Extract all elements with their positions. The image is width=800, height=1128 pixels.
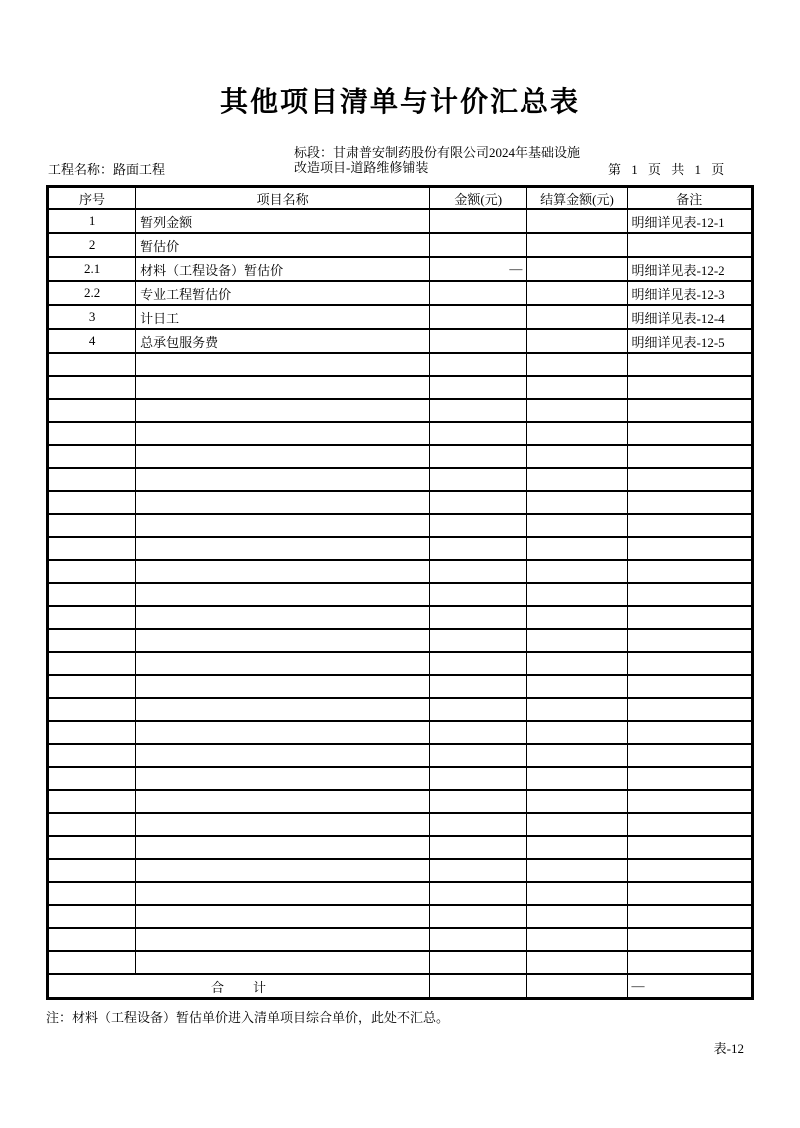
page-title: 其他项目清单与计价汇总表 xyxy=(219,87,580,118)
header-row xyxy=(48,187,753,210)
empty-cell xyxy=(48,376,136,399)
empty-cell xyxy=(136,813,430,836)
empty-row xyxy=(48,859,753,882)
cell-no: 1 xyxy=(48,209,136,233)
table-body xyxy=(48,209,753,999)
empty-cell xyxy=(48,744,136,767)
empty-cell xyxy=(48,537,136,560)
empty-row xyxy=(48,767,753,790)
cell-name: 计日工 xyxy=(136,305,430,329)
section-label xyxy=(294,145,580,175)
empty-cell xyxy=(627,652,753,675)
empty-cell xyxy=(136,767,430,790)
empty-cell xyxy=(48,399,136,422)
empty-cell xyxy=(627,721,753,744)
empty-cell xyxy=(48,560,136,583)
total-settlement xyxy=(527,974,627,999)
project-name-label: 工程名称：路面工程 xyxy=(48,162,166,177)
empty-cell xyxy=(527,399,627,422)
empty-row xyxy=(48,583,753,606)
empty-cell xyxy=(430,491,527,514)
empty-cell xyxy=(136,583,430,606)
empty-cell xyxy=(430,905,527,928)
empty-cell xyxy=(627,859,753,882)
empty-cell xyxy=(48,721,136,744)
empty-cell xyxy=(48,951,136,974)
empty-cell xyxy=(430,928,527,951)
empty-row xyxy=(48,537,753,560)
empty-cell xyxy=(48,353,136,376)
empty-cell xyxy=(527,652,627,675)
empty-row xyxy=(48,445,753,468)
empty-cell xyxy=(527,376,627,399)
empty-cell xyxy=(430,813,527,836)
empty-cell xyxy=(136,928,430,951)
empty-row xyxy=(48,813,753,836)
empty-cell xyxy=(136,468,430,491)
empty-cell xyxy=(136,859,430,882)
empty-row xyxy=(48,675,753,698)
empty-cell xyxy=(627,353,753,376)
empty-cell xyxy=(627,606,753,629)
empty-cell xyxy=(136,951,430,974)
empty-cell xyxy=(430,376,527,399)
empty-cell xyxy=(48,905,136,928)
empty-cell xyxy=(48,698,136,721)
empty-cell xyxy=(430,583,527,606)
section-line-2: 改造项目-道路维修铺装 xyxy=(294,160,429,175)
empty-cell xyxy=(430,606,527,629)
empty-cell xyxy=(48,790,136,813)
empty-cell xyxy=(136,675,430,698)
column-header: 序号 xyxy=(48,187,136,210)
cell-no: 2 xyxy=(48,233,136,257)
empty-cell xyxy=(627,951,753,974)
empty-row xyxy=(48,629,753,652)
column-header: 备注 xyxy=(627,187,753,210)
empty-cell xyxy=(527,882,627,905)
cell-remark: 明细详见表-12-3 xyxy=(627,281,753,305)
empty-cell xyxy=(527,813,627,836)
empty-cell xyxy=(527,445,627,468)
empty-cell xyxy=(627,468,753,491)
empty-cell xyxy=(48,491,136,514)
empty-cell xyxy=(136,652,430,675)
cell-remark: 明细详见表-12-5 xyxy=(627,329,753,353)
empty-cell xyxy=(627,629,753,652)
empty-cell xyxy=(136,790,430,813)
empty-cell xyxy=(627,928,753,951)
empty-cell xyxy=(527,836,627,859)
empty-row xyxy=(48,836,753,859)
empty-cell xyxy=(136,491,430,514)
empty-cell xyxy=(430,537,527,560)
empty-cell xyxy=(627,491,753,514)
empty-cell xyxy=(48,583,136,606)
empty-cell xyxy=(48,859,136,882)
empty-cell xyxy=(48,629,136,652)
empty-cell xyxy=(627,905,753,928)
empty-cell xyxy=(627,767,753,790)
empty-cell xyxy=(527,928,627,951)
empty-row xyxy=(48,721,753,744)
empty-cell xyxy=(48,836,136,859)
empty-cell xyxy=(527,859,627,882)
cell-name: 材料（工程设备）暂估价 xyxy=(136,257,430,281)
empty-cell xyxy=(527,744,627,767)
empty-cell xyxy=(48,606,136,629)
table-row xyxy=(48,329,753,353)
cell-remark xyxy=(627,233,753,257)
empty-cell xyxy=(430,698,527,721)
empty-cell xyxy=(136,514,430,537)
empty-cell xyxy=(627,422,753,445)
empty-row xyxy=(48,491,753,514)
empty-cell xyxy=(48,652,136,675)
cell-settlement xyxy=(527,209,627,233)
empty-cell xyxy=(136,629,430,652)
empty-cell xyxy=(136,445,430,468)
column-header: 金额(元) xyxy=(430,187,527,210)
empty-cell xyxy=(430,629,527,652)
empty-cell xyxy=(430,652,527,675)
empty-cell xyxy=(430,560,527,583)
empty-row xyxy=(48,422,753,445)
empty-row xyxy=(48,882,753,905)
empty-cell xyxy=(136,905,430,928)
empty-cell xyxy=(627,514,753,537)
empty-cell xyxy=(627,836,753,859)
empty-cell xyxy=(430,790,527,813)
cell-amount xyxy=(430,305,527,329)
empty-cell xyxy=(48,468,136,491)
empty-cell xyxy=(136,698,430,721)
empty-cell xyxy=(527,560,627,583)
empty-cell xyxy=(627,537,753,560)
empty-cell xyxy=(527,905,627,928)
empty-cell xyxy=(527,698,627,721)
empty-row xyxy=(48,928,753,951)
column-header: 结算金额(元) xyxy=(527,187,627,210)
cell-amount xyxy=(430,233,527,257)
total-label: 合 计 xyxy=(48,974,430,999)
empty-cell xyxy=(527,583,627,606)
cell-amount xyxy=(430,281,527,305)
empty-cell xyxy=(430,422,527,445)
total-amount xyxy=(430,974,527,999)
empty-row xyxy=(48,353,753,376)
cell-settlement xyxy=(527,233,627,257)
cell-amount xyxy=(430,329,527,353)
empty-cell xyxy=(136,836,430,859)
empty-cell xyxy=(527,468,627,491)
form-reference: 表-12 xyxy=(713,1041,744,1056)
cell-name: 暂列金额 xyxy=(136,209,430,233)
page-number-info: 第 1 页 共 1 页 xyxy=(608,162,725,177)
empty-cell xyxy=(627,698,753,721)
empty-cell xyxy=(527,537,627,560)
empty-cell xyxy=(136,353,430,376)
empty-cell xyxy=(48,675,136,698)
table-row xyxy=(48,257,753,281)
empty-cell xyxy=(627,445,753,468)
empty-cell xyxy=(627,744,753,767)
cell-settlement xyxy=(527,257,627,281)
empty-row xyxy=(48,399,753,422)
table-row xyxy=(48,209,753,233)
empty-cell xyxy=(48,422,136,445)
empty-cell xyxy=(136,882,430,905)
cell-settlement xyxy=(527,281,627,305)
empty-cell xyxy=(136,744,430,767)
empty-row xyxy=(48,905,753,928)
cell-name: 总承包服务费 xyxy=(136,329,430,353)
empty-cell xyxy=(136,537,430,560)
empty-cell xyxy=(136,376,430,399)
empty-cell xyxy=(136,399,430,422)
empty-cell xyxy=(430,675,527,698)
cell-no: 2.2 xyxy=(48,281,136,305)
empty-row xyxy=(48,606,753,629)
cell-amount: — xyxy=(430,257,527,281)
empty-cell xyxy=(48,767,136,790)
empty-row xyxy=(48,376,753,399)
empty-cell xyxy=(627,583,753,606)
cell-name: 暂估价 xyxy=(136,233,430,257)
empty-cell xyxy=(48,882,136,905)
empty-cell xyxy=(430,445,527,468)
empty-cell xyxy=(430,514,527,537)
empty-cell xyxy=(527,721,627,744)
empty-cell xyxy=(627,813,753,836)
empty-row xyxy=(48,790,753,813)
empty-cell xyxy=(430,951,527,974)
empty-cell xyxy=(430,859,527,882)
cell-name: 专业工程暂估价 xyxy=(136,281,430,305)
empty-row xyxy=(48,514,753,537)
empty-cell xyxy=(527,606,627,629)
empty-cell xyxy=(627,399,753,422)
cell-remark: 明细详见表-12-4 xyxy=(627,305,753,329)
total-row xyxy=(48,974,753,999)
empty-cell xyxy=(136,422,430,445)
empty-row xyxy=(48,698,753,721)
cell-settlement xyxy=(527,329,627,353)
empty-cell xyxy=(527,514,627,537)
empty-cell xyxy=(527,422,627,445)
empty-cell xyxy=(527,790,627,813)
empty-cell xyxy=(48,445,136,468)
cell-remark: 明细详见表-12-2 xyxy=(627,257,753,281)
summary-table xyxy=(46,185,754,1000)
empty-cell xyxy=(627,790,753,813)
footnote: 注：材料（工程设备）暂估单价进入清单项目综合单价，此处不汇总。 xyxy=(46,1010,450,1025)
column-header: 项目名称 xyxy=(136,187,430,210)
empty-cell xyxy=(627,882,753,905)
empty-cell xyxy=(430,882,527,905)
empty-row xyxy=(48,652,753,675)
table-header xyxy=(48,187,753,210)
empty-cell xyxy=(627,675,753,698)
cell-remark: 明细详见表-12-1 xyxy=(627,209,753,233)
empty-cell xyxy=(136,721,430,744)
empty-cell xyxy=(48,928,136,951)
empty-cell xyxy=(527,951,627,974)
empty-row xyxy=(48,951,753,974)
empty-row xyxy=(48,744,753,767)
empty-cell xyxy=(430,353,527,376)
empty-cell xyxy=(527,491,627,514)
cell-settlement xyxy=(527,305,627,329)
empty-cell xyxy=(527,675,627,698)
empty-cell xyxy=(430,767,527,790)
empty-cell xyxy=(48,514,136,537)
empty-cell xyxy=(430,399,527,422)
empty-cell xyxy=(627,376,753,399)
empty-cell xyxy=(627,560,753,583)
empty-row xyxy=(48,468,753,491)
cell-no: 4 xyxy=(48,329,136,353)
table-row xyxy=(48,305,753,329)
empty-cell xyxy=(430,744,527,767)
empty-cell xyxy=(430,721,527,744)
empty-cell xyxy=(136,606,430,629)
empty-cell xyxy=(430,836,527,859)
section-line-1: 标段：甘肃普安制药股份有限公司2024年基础设施 xyxy=(294,145,581,160)
empty-cell xyxy=(136,560,430,583)
empty-cell xyxy=(527,767,627,790)
empty-cell xyxy=(527,353,627,376)
empty-row xyxy=(48,560,753,583)
cell-no: 3 xyxy=(48,305,136,329)
table-row xyxy=(48,233,753,257)
empty-cell xyxy=(430,468,527,491)
table-row xyxy=(48,281,753,305)
empty-cell xyxy=(527,629,627,652)
cell-amount xyxy=(430,209,527,233)
total-remark: — xyxy=(627,974,753,999)
empty-cell xyxy=(48,813,136,836)
cell-no: 2.1 xyxy=(48,257,136,281)
